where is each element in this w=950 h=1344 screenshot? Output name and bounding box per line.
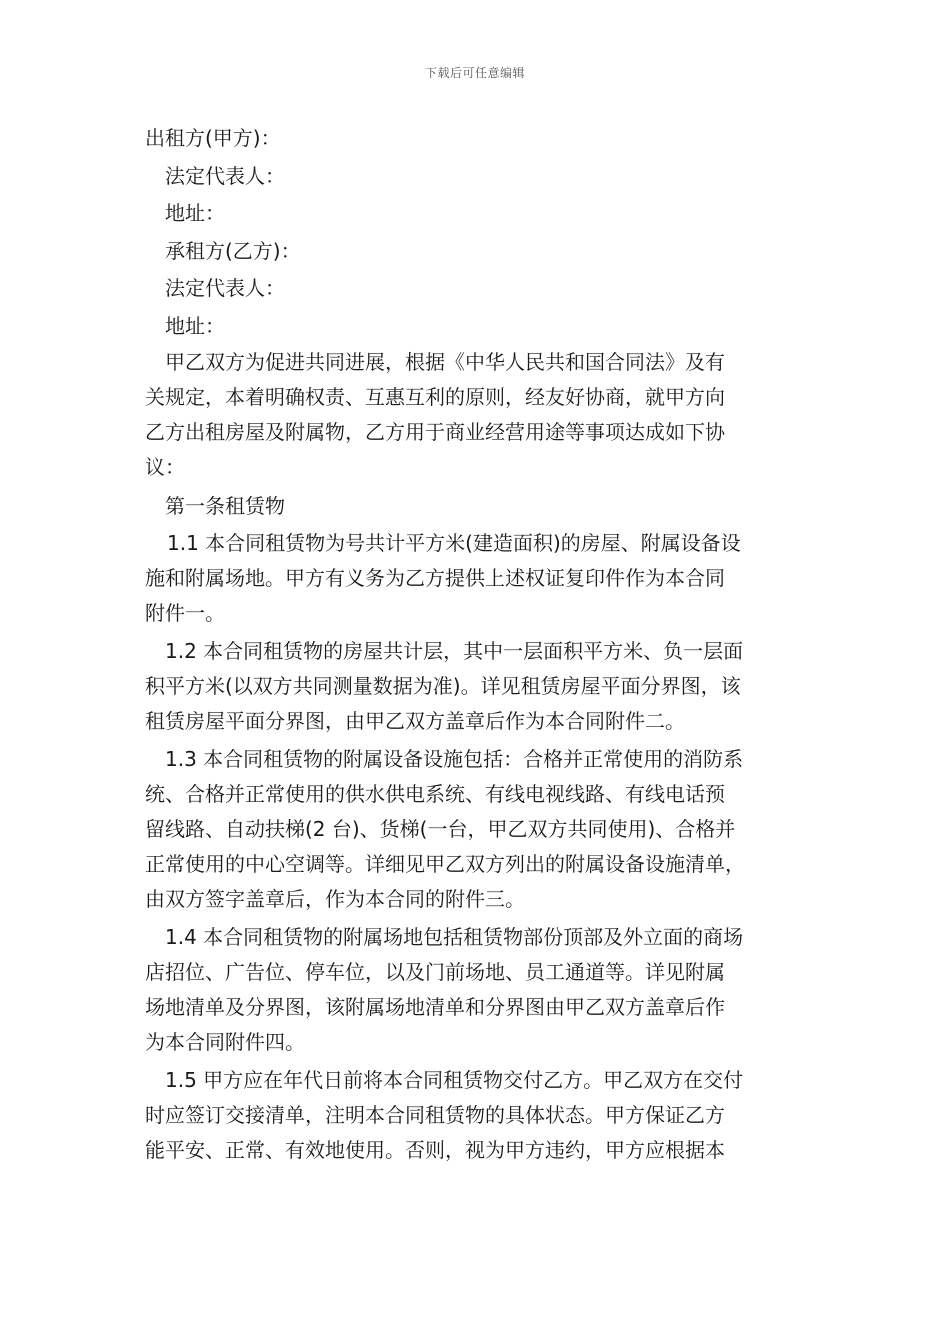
preamble-line: 关规定，本着明确权责、互惠互利的原则，经友好协商，就甲方向 (145, 385, 725, 409)
lessor-rep-line: 法定代表人： (165, 163, 285, 188)
clause-line: 1.2 本合同租赁物的房屋共计层，其中一层面积平方米、负一层面 (165, 638, 744, 663)
clause-line: 租赁房屋平面分界图，由甲乙双方盖章后作为本合同附件二。 (145, 708, 685, 733)
clause-line: 店招位、广告位、停车位，以及门前场地、员工通道等。详见附属 (145, 959, 725, 984)
preamble-line: 乙方出租房屋及附属物，乙方用于商业经营用途等事项达成如下协 (145, 420, 725, 444)
clause-1-4 (145, 920, 825, 1060)
preamble-line: 议： (145, 455, 185, 479)
clause-line: 附件一。 (145, 600, 225, 625)
clause-line: 留线路、自动扶梯(2 台)、货梯(一台，甲乙双方共同使用)、合格并 (145, 816, 736, 841)
clause-line: 积平方米(以双方共同测量数据为准)。详见租赁房屋平面分界图，该 (145, 673, 741, 698)
preamble-paragraph (145, 345, 825, 485)
clause-line: 能平安、正常、有效地使用。否则，视为甲方违约，甲方应根据本 (145, 1137, 725, 1162)
article-1-title: 第一条租赁物 (165, 494, 285, 518)
clause-line: 由双方签字盖章后，作为本合同的附件三。 (145, 886, 525, 911)
lessor-address-line: 地址： (165, 201, 225, 225)
clause-line: 1.3 本合同租赁物的附属设备设施包括：合格并正常使用的消防系 (165, 746, 744, 771)
clause-line: 为本合同附件四。 (145, 1029, 305, 1054)
clause-line: 1.1 本合同租赁物为号共计平方米(建造面积)的房屋、附属设备设 (167, 530, 741, 555)
lessee-rep-line: 法定代表人： (165, 276, 285, 300)
clause-1-3 (145, 742, 825, 917)
clause-line: 时应签订交接清单，注明本合同租赁物的具体状态。甲方保证乙方 (145, 1102, 725, 1127)
lessee-line: 承租方(乙方)： (165, 238, 301, 263)
clause-line: 正常使用的中心空调等。详细见甲乙双方列出的附属设备设施清单， (145, 851, 745, 876)
lessee-address-line: 地址： (165, 313, 225, 338)
clause-line: 1.5 甲方应在年代日前将本合同租赁物交付乙方。甲乙双方在交付 (165, 1067, 744, 1092)
clause-1-2 (145, 634, 825, 739)
contract-body (145, 120, 825, 1171)
clause-line: 1.4 本合同租赁物的附属场地包括租赁物部份顶部及外立面的商场 (165, 924, 744, 949)
clause-1-5 (145, 1063, 825, 1168)
lessor-line: 出租方(甲方)： (145, 126, 281, 150)
preamble-line: 甲乙双方为促进共同进展，根据《中华人民共和国合同法》及有 (165, 350, 725, 374)
clause-line: 施和附属场地。甲方有义务为乙方提供上述权证复印件作为本合同 (145, 565, 725, 590)
clause-line: 统、合格并正常使用的供水供电系统、有线电视线路、有线电话预 (145, 781, 725, 806)
clause-1-1 (145, 526, 825, 631)
clause-line: 场地清单及分界图，该附属场地清单和分界图由甲乙双方盖章后作 (145, 994, 725, 1019)
page-header-note: 下载后可任意编辑 (424, 66, 525, 80)
